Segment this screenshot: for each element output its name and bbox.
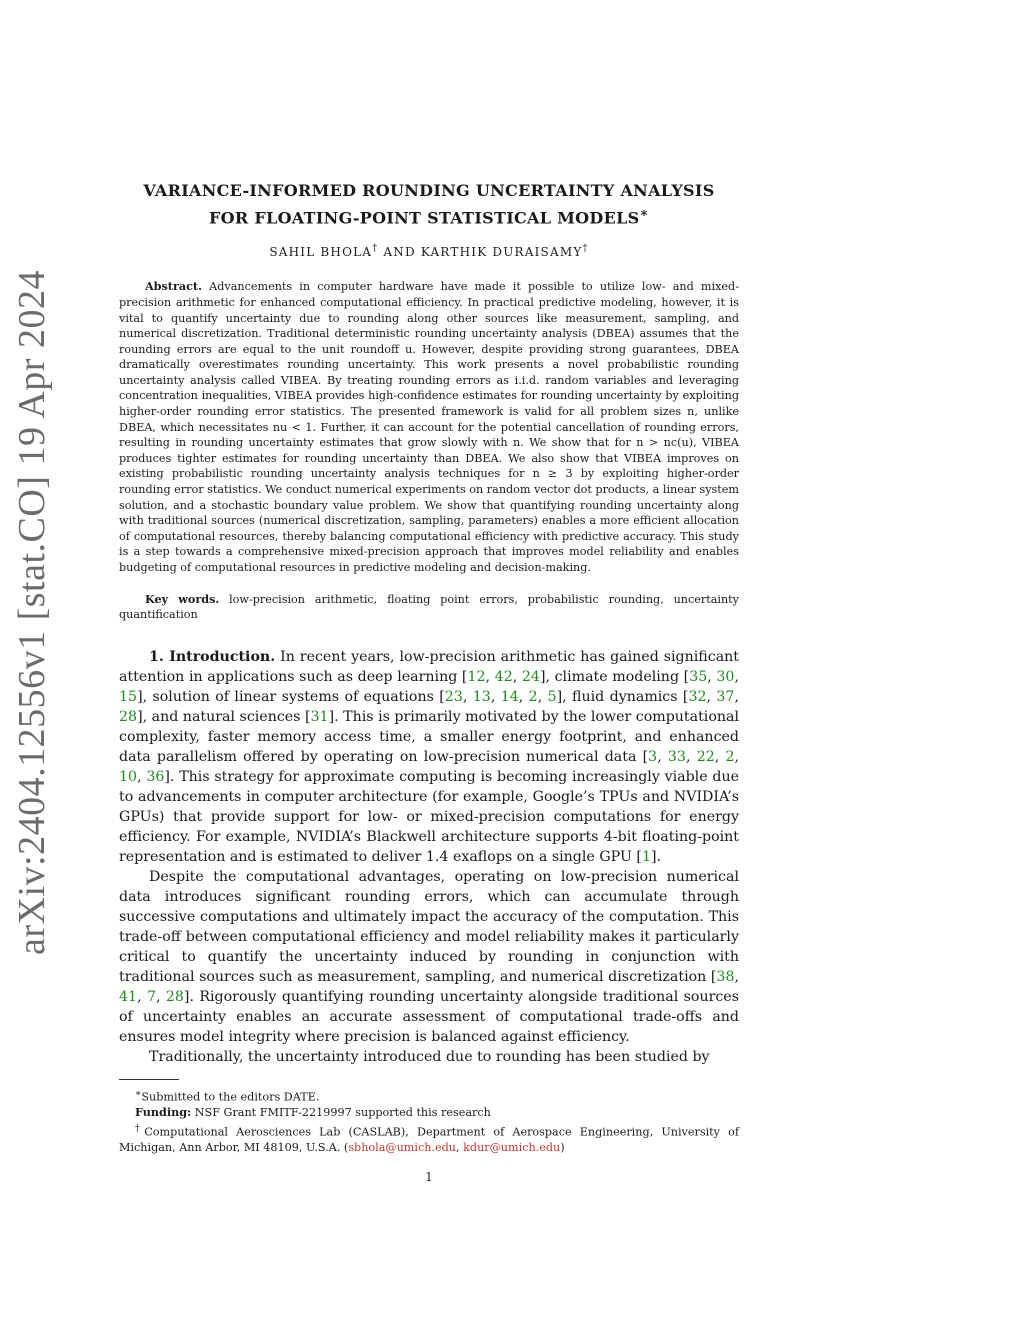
citation-link[interactable]: 2 bbox=[725, 748, 735, 765]
email-link-kdur[interactable]: kdur@umich.edu bbox=[463, 1141, 561, 1155]
paper-page bbox=[119, 180, 740, 1184]
arxiv-identifier-stamp: arXiv:2404.12556v1 [stat.CO] 19 Apr 2024 bbox=[11, 270, 53, 955]
page-number: 1 bbox=[425, 1170, 433, 1184]
citation-link[interactable]: 42 bbox=[494, 668, 513, 685]
intro-paragraph-3: Traditionally, the uncertainty introduced due to rounding has been studied by bbox=[149, 1048, 710, 1065]
affiliation-close: ) bbox=[560, 1141, 565, 1155]
section-title: Introduction. bbox=[169, 648, 276, 665]
intro-text: ]. This is primarily motivated by the lower computational complexity, faster memory access time, a smaller energy footprint, and enhanced data parallelism offered by operating on low-precision numerical data [ bbox=[119, 708, 739, 765]
email-link-sbhola[interactable]: sbhola@umich.edu bbox=[348, 1141, 456, 1155]
author-1-mark: † bbox=[372, 243, 379, 255]
funding-text: NSF Grant FMITF-2219997 supported this research bbox=[194, 1106, 491, 1120]
intro-paragraph-2: Despite the computational advantages, operating on low-precision numerical data introduces significant rounding errors, which can accumulate through successive computations and ultimately impact the accuracy of the computation. This trade-off between computational efficiency and model reliability makes it particularly critical to quantify the uncertainty induced by rounding in conjunction with traditional sources such as measurement, sampling, and numerical discretization [38, 41, 7, 28]. Rigorously quantifying rounding uncertainty alongside traditional sources of uncertainty enables an accurate assessment of computational trade-offs and ensures model integrity where precision is balanced against efficiency. bbox=[119, 868, 739, 1045]
citation-link[interactable]: 13 bbox=[472, 688, 491, 705]
intro-text: ], solution of linear systems of equations [ bbox=[137, 688, 445, 705]
citation-link[interactable]: 23 bbox=[444, 688, 463, 705]
affiliation-text: Computational Aerosciences Lab (CASLAB), Department of Aerospace Engineering, University of Michigan, Ann Arbor, MI 48109, U.S.A. ( bbox=[119, 1125, 739, 1155]
citation-link[interactable]: 7 bbox=[146, 988, 156, 1005]
keywords bbox=[119, 592, 739, 623]
intro-text: ]. bbox=[651, 848, 662, 865]
citation-link[interactable]: 38 bbox=[716, 968, 735, 985]
intro-paragraph-1: 1. Introduction. In recent years, low-precision arithmetic has gained significant attention in applications such as deep learning [12, 42, 24], climate modeling [35, 30, 15], solution of linear systems of equations [23, 13, 14, 2, 5], fluid dynamics [32, 37, 28], and natural sciences [31]. This is primarily motivated by the lower computational complexity, faster memory access time, a smaller energy footprint, and enhanced data parallelism offered by operating on low-precision numerical data [3, 33, 22, 2, 10, 36]. This strategy for approximate computing is becoming increasingly viable due to advancements in computer architecture (for example, Google’s TPUs and NVIDIA’s GPUs) that provide support for low- or mixed-precision computations for energy efficiency. For example, NVIDIA’s Blackwell architecture supports 4-bit floating-point representation and is estimated to deliver 1.4 exaflops on a single GPU [1]. bbox=[119, 648, 740, 865]
section-number: 1. bbox=[149, 648, 164, 665]
footnote-2-mark: † bbox=[135, 1122, 145, 1134]
footnote-funding bbox=[119, 1105, 739, 1121]
citation-link[interactable]: 32 bbox=[688, 688, 707, 705]
paper-title bbox=[119, 180, 739, 229]
citation-link[interactable]: 15 bbox=[119, 688, 138, 705]
footnote-submitted bbox=[119, 1086, 739, 1105]
introduction-section bbox=[119, 647, 739, 1067]
abstract bbox=[119, 279, 739, 575]
citation-link[interactable]: 31 bbox=[310, 708, 329, 725]
citation-link[interactable]: 36 bbox=[146, 768, 165, 785]
keywords-text: low-precision arithmetic, floating point errors, probabilistic rounding, uncertainty quantification bbox=[119, 592, 739, 622]
footnotes bbox=[119, 1086, 739, 1156]
abstract-text: Advancements in computer hardware have made it possible to utilize low- and mixed-precision arithmetic for enhanced computational efficiency. In practical predictive modeling, however, it is vital to quantify uncertainty due to rounding along other sources like measurement, sampling, and numerical discretization. Traditional deterministic rounding uncertainty analysis (DBEA) assumes that the rounding errors are equal to the unit roundoff u. However, despite providing strong guarantees, DBEA dramatically overestimates rounding uncertainty. This work presents a novel probabilistic rounding uncertainty analysis called VIBEA. By treating rounding errors as i.i.d. random variables and leveraging concentration inequalities, VIBEA provides high-confidence estimates for rounding uncertainty by exploiting higher-order rounding error statistics. The presented framework is valid for all problem sizes n, unlike DBEA, which necessitates nu < 1. Further, it can account for the potential cancellation of rounding errors, resulting in rounding uncertainty estimates that grow slowly with n. We show that for n > nc(u), VIBEA produces tighter estimates for rounding uncertainty than DBEA. We also show that VIBEA improves on existing probabilistic rounding uncertainty analysis techniques for n ≥ 3 by exploiting higher-order rounding error statistics. We conduct numerical experiments on random vector dot products, a linear system solution, and a stochastic boundary value problem. We show that quantifying rounding uncertainty along with traditional sources (numerical discretization, sampling, parameters) enables a more efficient allocation of computational resources, thereby balancing computational efficiency with predictive accuracy. This study is a step towards a comprehensive mixed-precision approach that improves model reliability and enables budgeting of computational resources in predictive modeling and decision-making. bbox=[119, 280, 739, 575]
citation-link[interactable]: 33 bbox=[667, 748, 686, 765]
intro-text: ]. This strategy for approximate computing is becoming increasingly viable due to advancements in computer architecture (for example, Google’s TPUs and NVIDIA’s GPUs) that provide support for low- or mixed-precision computations for energy efficiency. For example, NVIDIA’s Blackwell architecture supports 4-bit floating-point representation and is estimated to deliver 1.4 exaflops on a single GPU [ bbox=[119, 768, 739, 865]
footnote-1-text: Submitted to the editors DATE. bbox=[141, 1090, 320, 1104]
citation-link[interactable]: 12 bbox=[467, 668, 486, 685]
abstract-label: Abstract. bbox=[145, 279, 202, 294]
citation-link[interactable]: 14 bbox=[500, 688, 519, 705]
intro-text: In recent years, low-precision arithmetic has gained significant attention in applications such as deep learning [ bbox=[119, 648, 739, 685]
title-footnote-mark: ∗ bbox=[639, 205, 649, 221]
author-1: SAHIL BHOLA bbox=[269, 245, 373, 260]
citation-link[interactable]: 35 bbox=[689, 668, 708, 685]
citation-link[interactable]: 5 bbox=[547, 688, 557, 705]
citation-link[interactable]: 28 bbox=[119, 708, 138, 725]
author-conjunction: AND bbox=[383, 245, 416, 260]
intro-text: ]. Rigorously quantifying rounding uncertainty alongside traditional sources of uncertainty enables an accurate assessment of computational trade-offs and ensures model integrity where precision is balanced against efficiency. bbox=[119, 988, 739, 1045]
citation-link[interactable]: 24 bbox=[521, 668, 540, 685]
title-line-1: VARIANCE-INFORMED ROUNDING UNCERTAINTY ANALYSIS bbox=[143, 181, 715, 200]
citation-link[interactable]: 10 bbox=[119, 768, 138, 785]
citation-link[interactable]: 30 bbox=[716, 668, 735, 685]
author-2-mark: † bbox=[582, 243, 589, 255]
footnote-divider bbox=[119, 1079, 179, 1080]
citation-link[interactable]: 3 bbox=[648, 748, 658, 765]
footnote-1-mark: ∗ bbox=[135, 1087, 142, 1099]
citation-link[interactable]: 22 bbox=[696, 748, 715, 765]
footnote-affiliation bbox=[119, 1121, 739, 1156]
section-heading bbox=[149, 649, 275, 665]
intro-text: ], fluid dynamics [ bbox=[556, 688, 689, 705]
intro-text: ], and natural sciences [ bbox=[137, 708, 311, 725]
author-list bbox=[119, 243, 739, 259]
citation-link[interactable]: 41 bbox=[119, 988, 138, 1005]
citation-link[interactable]: 1 bbox=[641, 848, 651, 865]
citation-link[interactable]: 28 bbox=[165, 988, 184, 1005]
title-line-2: FOR FLOATING-POINT STATISTICAL MODELS bbox=[209, 208, 640, 228]
intro-text: Despite the computational advantages, operating on low-precision numerical data introduces significant rounding errors, which can accumulate through successive computations and ultimately impact the accuracy of the computation. This trade-off between computational efficiency and model reliability makes it particularly critical to quantify the uncertainty induced by rounding in conjunction with traditional sources such as measurement, sampling, and numerical discretization [ bbox=[119, 868, 739, 985]
keywords-label: Key words. bbox=[145, 591, 220, 606]
citation-link[interactable]: 37 bbox=[716, 688, 735, 705]
author-2: KARTHIK DURAISAMY bbox=[420, 245, 583, 260]
funding-label: Funding: bbox=[135, 1105, 192, 1120]
intro-text: ], climate modeling [ bbox=[539, 668, 690, 685]
citation-link[interactable]: 2 bbox=[528, 688, 538, 705]
email-separator: , bbox=[456, 1141, 464, 1155]
